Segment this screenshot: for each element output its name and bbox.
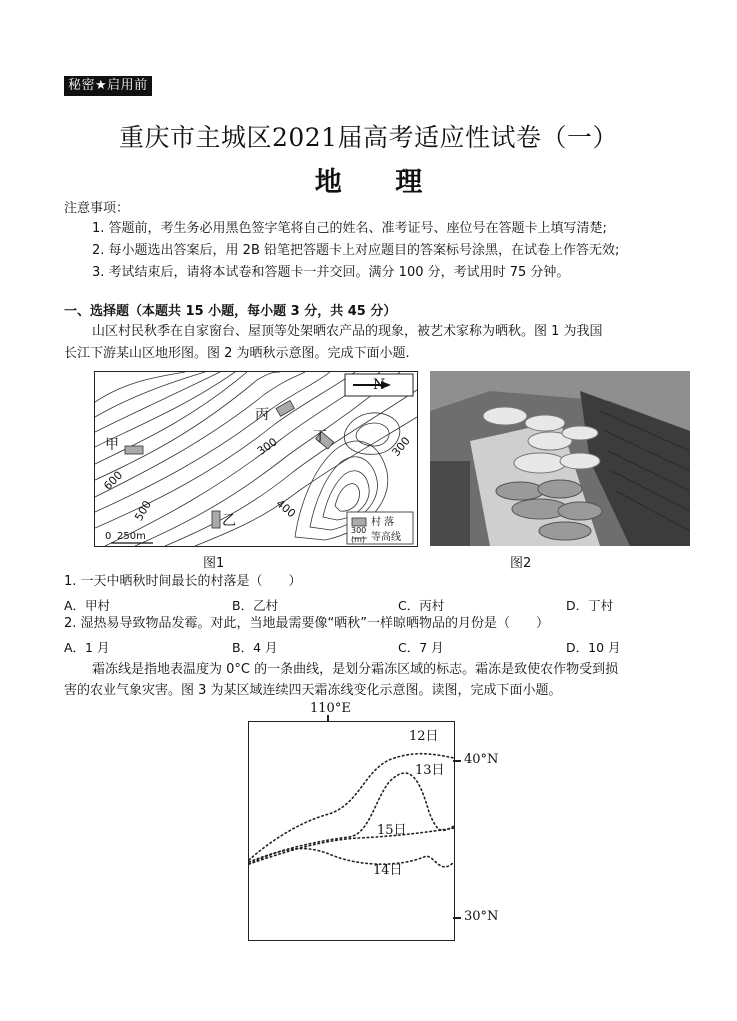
legend-contour-unit: (m) [351,535,366,544]
sun-drying-photo-svg [430,371,690,546]
q2-option-c[interactable]: C．7 月 [398,640,444,655]
q2-option-a[interactable]: A．1 月 [64,640,110,655]
legend-village-label: 村 落 [371,517,395,528]
scale-zero: 0 [105,531,112,542]
q2-option-d[interactable]: D．10 月 [566,640,621,655]
figure2-caption: 图2 [510,556,532,571]
frost-lines-svg [249,722,454,940]
figure1-topo-map [94,371,418,547]
confidential-badge: 秘密★启用前 [64,76,152,96]
contour-label: 300 [389,434,413,459]
longitude-label: 110°E [310,701,351,716]
frost-line: 霜冻线是指地表温度为 0°C 的一条曲线，是划分霜冻区域的标志。霜冻是致使农作物受到损 [92,662,619,677]
question-2-stem: 2. 湿热易导致物品发霉。对此，当地最需要像“晒秋”一样晾晒物品的月份是（ ） [64,616,550,631]
notice-item: 2. 每小题选出答案后，用 2B 铅笔把答题卡上对应题目的答案标号涂黑，在试卷上作答无效; [92,243,620,258]
village-jia: 甲 [105,437,119,453]
notice-item: 3. 考试结束后，请将本试卷和答题卡一并交回。满分 100 分，考试用时 75 分钟。 [92,265,570,280]
curve-label-12: 12日 [409,729,439,744]
legend-contour-value: 300 [351,526,367,535]
section-heading: 一、选择题（本题共 15 小题，每小题 3 分，共 45 分） [64,304,397,319]
latitude-label-top: 40°N [464,752,499,767]
village-ding: 丁 [313,429,327,445]
q1-option-b[interactable]: B．乙村 [232,598,279,613]
q2-option-b[interactable]: B．4 月 [232,640,278,655]
figure3-frost-lines [248,721,455,941]
curve-label-14: 14日 [373,863,403,878]
curve-label-13: 13日 [415,763,445,778]
subject-title: 地 理 [314,167,445,198]
notice-heading: 注意事项： [64,201,130,216]
contour-label: 300 [254,435,280,458]
scale-value: 250m [117,531,146,542]
intro-line: 山区村民秋季在自家窗台、屋顶等处架晒农产品的现象，被艺术家称为晒秋。图 1 为我国 [92,324,603,339]
contour-label: 600 [101,468,126,493]
figure2-photo [430,371,690,546]
north-label: N [373,377,386,393]
latitude-label-bottom: 30°N [464,909,499,924]
exam-title: 重庆市主城区2021届高考适应性试卷（一） [118,123,619,152]
contour-label: 500 [132,498,154,524]
curve-label-15: 15日 [377,823,407,838]
village-yi: 乙 [222,513,236,529]
q1-option-a[interactable]: A．甲村 [64,598,111,613]
frost-line: 害的农业气象灾害。图 3 为某区域连续四天霜冻线变化示意图。读图，完成下面小题。 [64,683,562,698]
question-1-stem: 1. 一天中晒秋时间最长的村落是（ ） [64,574,302,589]
intro-line: 长江下游某山区地形图。图 2 为晒秋示意图。完成下面小题. [64,346,410,361]
figure1-caption: 图1 [203,556,225,571]
village-bing: 丙 [255,407,269,423]
tick-40n [453,760,461,762]
q1-option-c[interactable]: C．丙村 [398,598,445,613]
tick-30n [453,917,461,919]
notice-item: 1. 答题前，考生务必用黑色签字笔将自己的姓名、准考证号、座位号在答题卡上填写清楚; [92,221,607,236]
q1-option-d[interactable]: D．丁村 [566,598,614,613]
contour-label: 400 [273,496,299,521]
legend-contour-label: 等高线 [371,532,401,543]
